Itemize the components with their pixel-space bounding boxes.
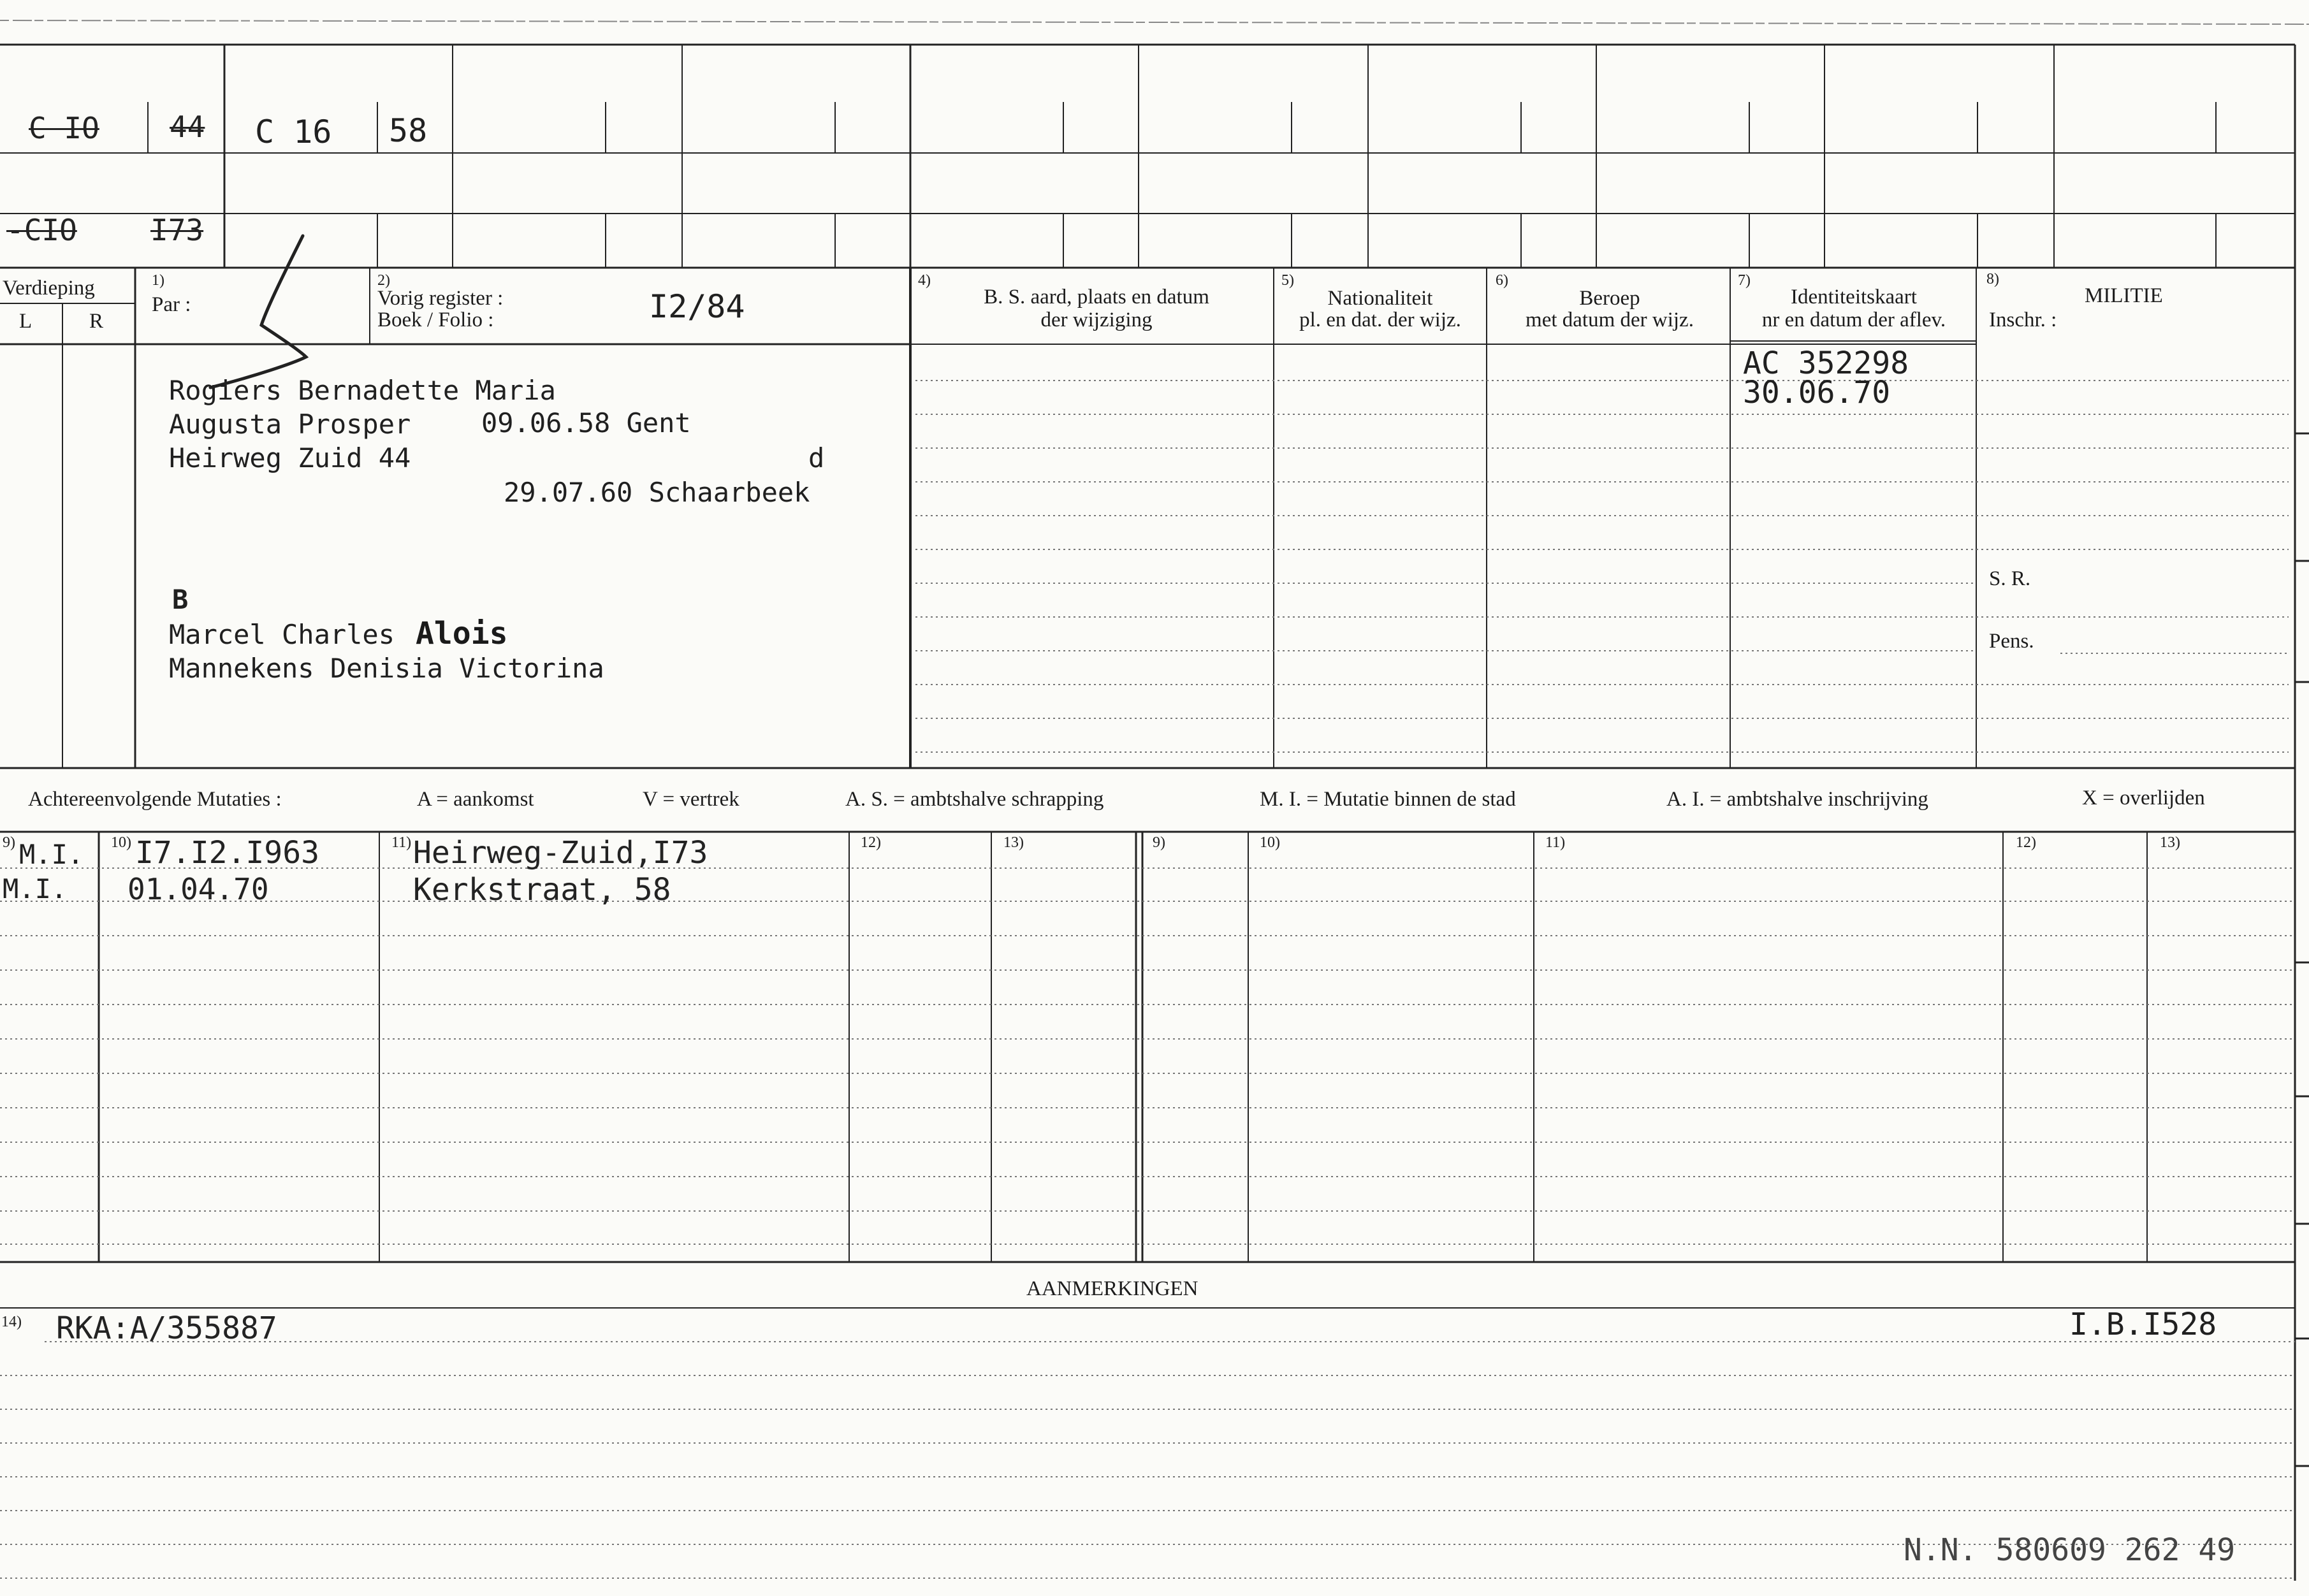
mutation-col-13-left: 13) [1003, 834, 1024, 851]
remarks-ib-number: I.B.I528 [2069, 1307, 2217, 1342]
mutation-1-address: Heirweg-Zuid,I73 [413, 835, 708, 871]
mutations-legend-title: Achtereenvolgende Mutaties : [28, 788, 282, 811]
mutation-1-date: I7.I2.I963 [135, 835, 319, 871]
mutation-2-type: M.I. [3, 873, 68, 904]
mutation-col-11-left: 11) [391, 834, 412, 851]
person-name-line: Rogiers Bernadette Maria [169, 375, 556, 406]
person-birth-date-place: 09.06.58 Gent [481, 407, 691, 439]
nationaliteit-header-line2: pl. en dat. der wijz. [1299, 308, 1461, 331]
identiteitskaart-footnote-number: 7) [1738, 272, 1751, 289]
par-label: Par : [152, 293, 191, 316]
identiteitskaart-header-line1: Identiteitskaart [1791, 286, 1917, 308]
beroep-header-line2: met datum der wijz. [1526, 308, 1694, 331]
legend-ambtshalve-schrapping: A. S. = ambtshalve schrapping [845, 788, 1104, 811]
verdieping-header: Verdieping [3, 277, 95, 300]
sr-label: S. R. [1989, 567, 2031, 590]
mutation-col-12-left: 12) [861, 834, 881, 851]
mutation-1-type: M.I. [19, 839, 84, 870]
father-name-alois: Alois [416, 616, 508, 651]
remarks-footnote-number: 14) [1, 1314, 22, 1330]
bs-header-line2: der wijziging [1040, 308, 1153, 331]
legend-mutatie-binnen-de-stad: M. I. = Mutatie binnen de stad [1260, 788, 1516, 811]
top-code-row1-col2: 44 [170, 110, 205, 144]
vorig-register-label: Vorig register : [377, 287, 504, 310]
militie-header: MILITIE [2085, 284, 2163, 307]
mother-names-line: Mannekens Denisia Victorina [169, 653, 604, 684]
person-address-line: Heirweg Zuid 44 [169, 442, 411, 474]
beroep-footnote-number: 6) [1496, 272, 1508, 289]
mutation-2-date: 01.04.70 [127, 872, 269, 906]
person-mark-d: d [808, 442, 825, 474]
legend-ambtshalve-inschrijving: A. I. = ambtshalve inschrijving [1666, 788, 1928, 811]
mutation-2-address: Kerkstraat, 58 [413, 872, 671, 908]
identiteitskaart-header-line2: nr en datum der aflev. [1761, 308, 1946, 331]
mutation-col-9-right: 9) [1153, 834, 1165, 851]
verdieping-l-header: L [19, 310, 33, 333]
mutation-col-13-right: 13) [2160, 834, 2180, 851]
verdieping-r-header: R [89, 310, 104, 333]
father-names-line: Marcel Charles [169, 619, 395, 650]
remarks-rka-number: RKA:A/355887 [56, 1310, 277, 1346]
nationaliteit-header-line1: Nationaliteit [1327, 287, 1433, 310]
mutation-col-10-left: 10) [111, 834, 131, 851]
inschr-label: Inschr. : [1989, 308, 2057, 331]
identity-card-date: 30.06.70 [1743, 375, 1891, 410]
handwritten-par-mark [191, 229, 331, 395]
nationaliteit-footnote-number: 5) [1281, 272, 1294, 289]
mutation-col-11-right: 11) [1545, 834, 1566, 851]
person-b-marker: B [172, 584, 189, 615]
legend-aankomst: A = aankomst [417, 788, 534, 811]
pens-label: Pens. [1989, 630, 2034, 653]
militie-footnote-number: 8) [1986, 271, 1999, 287]
top-code-row1-col3: C 16 [255, 113, 332, 150]
bs-footnote-number: 4) [918, 272, 931, 289]
bs-header-line1: B. S. aard, plaats en datum [984, 286, 1209, 308]
beroep-header-line1: Beroep [1579, 287, 1640, 310]
identity-card-number: AC 352298 [1743, 345, 1909, 381]
person-date-place-line: 29.07.60 Schaarbeek [504, 477, 810, 508]
mutation-col-9-left: 9) [3, 834, 15, 851]
legend-overlijden: X = overlijden [2082, 787, 2205, 809]
par-footnote-number: 1) [152, 272, 164, 289]
top-code-row2-col1: -CIO [6, 213, 77, 247]
vorig-register-footnote-number: 2) [377, 272, 390, 289]
person-given-names-line: Augusta Prosper [169, 409, 411, 440]
remarks-nn-number: N.N. 580609 262 49 [1904, 1532, 2236, 1568]
top-code-row2-col2: I73 [150, 213, 204, 247]
boek-folio-label: Boek / Folio : [377, 308, 494, 331]
mutation-col-10-right: 10) [1260, 834, 1280, 851]
legend-vertrek: V = vertrek [643, 788, 739, 811]
mutation-col-12-right: 12) [2016, 834, 2036, 851]
top-code-row1-col1: C IO [29, 111, 99, 145]
remarks-title: AANMERKINGEN [1026, 1277, 1198, 1300]
top-code-row1-col4: 58 [389, 112, 428, 149]
vorig-register-value: I2/84 [649, 288, 745, 325]
